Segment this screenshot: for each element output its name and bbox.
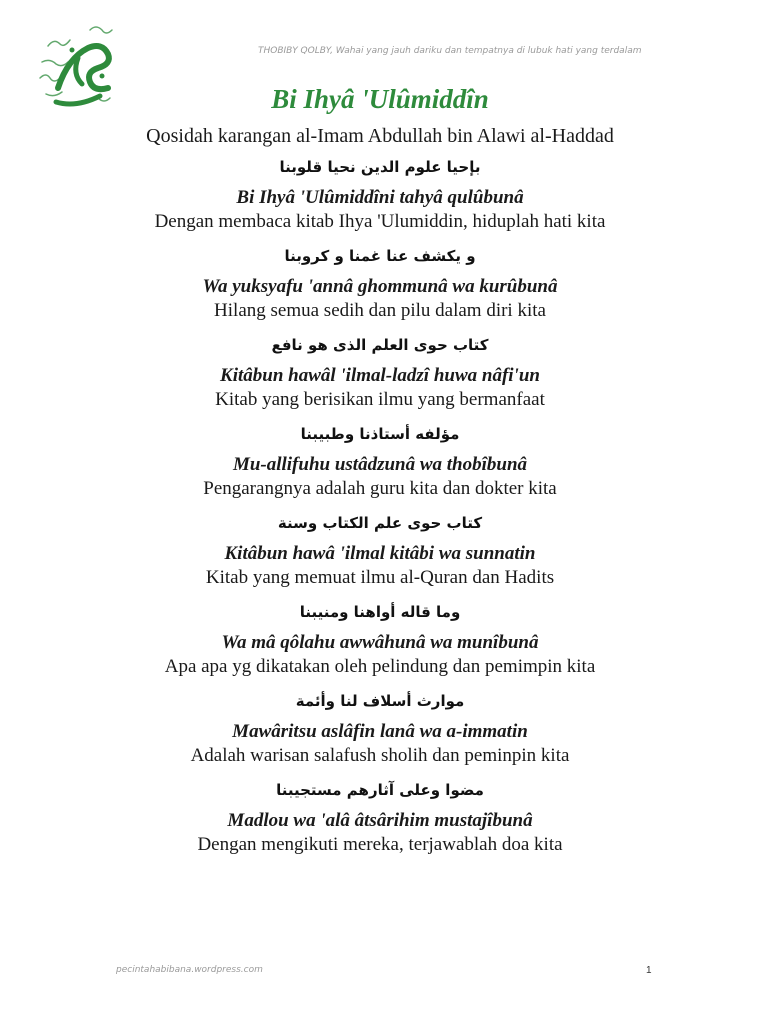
- page-number: 1: [646, 965, 652, 976]
- stanza: [0, 328, 760, 417]
- stanza: [0, 773, 760, 862]
- transliteration: Wa mâ qôlahu awwâhunâ wa munîbunâ: [221, 632, 539, 653]
- stanza: [0, 506, 760, 595]
- arabic-verse: مضوا وعلى آثارهم مستجيبنا: [276, 781, 484, 799]
- transliteration: Kitâbun hawâ 'ilmal kitâbi wa sunnatin: [224, 543, 536, 564]
- translation: Kitab yang berisikan ilmu yang bermanfaat: [215, 389, 545, 410]
- translation: Apa apa yg dikatakan oleh pelindung dan pemimpin kita: [164, 656, 596, 677]
- transliteration: Wa yuksyafu 'annâ ghommunâ wa kurûbunâ: [202, 276, 558, 297]
- footer-url: pecintahabibana.wordpress.com: [116, 965, 263, 975]
- translation: Adalah warisan salafush sholih dan peminpin kita: [190, 745, 570, 766]
- arabic-verse: وما قاله أواهنا ومنيبنا: [299, 603, 461, 621]
- arabic-verse: كتاب حوى علم الكتاب وسنة: [277, 514, 483, 532]
- transliteration: Bi Ihyâ 'Ulûmiddîni tahyâ qulûbunâ: [236, 187, 524, 208]
- stanza: [0, 417, 760, 506]
- translation: Dengan mengikuti mereka, terjawablah doa kita: [197, 834, 563, 855]
- poem-body: [0, 150, 760, 862]
- translation: Kitab yang memuat ilmu al-Quran dan Hadits: [205, 567, 555, 588]
- transliteration: Madlou wa 'alâ âtsârihim mustajîbunâ: [227, 810, 533, 831]
- stanza: [0, 595, 760, 684]
- arabic-verse: موارث أسلاف لنا وأئمة: [295, 692, 465, 710]
- stanza: [0, 239, 760, 328]
- translation: Hilang semua sedih dan pilu dalam diri kita: [214, 300, 546, 321]
- transliteration: Mu-allifuhu ustâdzunâ wa thobîbunâ: [232, 454, 528, 475]
- arabic-verse: بإحيا علوم الدين نحيا قلوبنا: [279, 158, 481, 176]
- page-subtitle: Qosidah karangan al-Imam Abdullah bin Alawi al-Haddad: [146, 125, 614, 147]
- header-tagline: THOBIBY QOLBY, Wahai yang jauh dariku dan tempatnya di lubuk hati yang terdalam: [258, 46, 642, 56]
- stanza: [0, 150, 760, 239]
- arabic-verse: و يكشف عنا غمنا و كروبنا: [284, 247, 476, 265]
- arabic-verse: مؤلفه أستاذنا وطبيبنا: [300, 425, 460, 443]
- arabic-verse: كتاب حوى العلم الذى هو نافع: [271, 336, 489, 354]
- translation: Pengarangnya adalah guru kita dan dokter kita: [203, 478, 557, 499]
- translation: Dengan membaca kitab Ihya 'Ulumiddin, hiduplah hati kita: [154, 211, 606, 232]
- transliteration: Mawâritsu aslâfin lanâ wa a-immatin: [232, 721, 528, 742]
- transliteration: Kitâbun hawâl 'ilmal-ladzî huwa nâfi'un: [220, 365, 540, 386]
- stanza: [0, 684, 760, 773]
- page-title: Bi Ihyâ 'Ulûmiddîn: [271, 84, 489, 114]
